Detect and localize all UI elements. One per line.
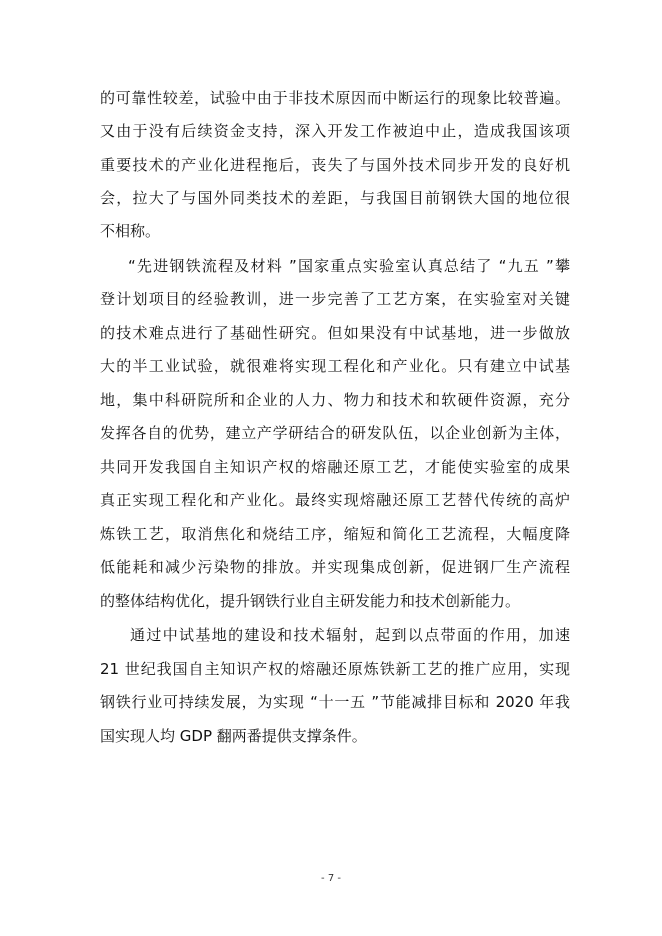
paragraph-2-line-5: 地，集中科研院所和企业的人力、物力和技术和软硬件资源，充分: [100, 391, 570, 409]
paragraph-1-line-2: 又由于没有后续资金支持，深入开发工作被迫中止，造成我国该项: [100, 122, 570, 140]
paragraph-3-line-4: 国实现人均 GDP 翻两番提供支撑条件。: [100, 727, 367, 745]
paragraph-2-line-4: 大的半工业试验，就很难将实现工程化和产业化。只有建立中试基: [100, 357, 570, 375]
paragraph-2-line-10: 低能耗和减少污染物的排放。并实现集成创新，促进钢厂生产流程: [100, 558, 570, 576]
paragraph-2-line-3: 的技术难点进行了基础性研究。但如果没有中试基地，进一步做放: [100, 324, 570, 342]
paragraph-1-line-5: 不相称。: [100, 222, 161, 240]
paragraph-2-line-6: 发挥各自的优势，建立产学研结合的研发队伍，以企业创新为主体，: [100, 424, 570, 442]
page-number: - 7 -: [321, 873, 341, 884]
paragraph-1-line-1: 的可靠性较差，试验中由于非技术原因而中断运行的现象比较普遍。: [100, 89, 570, 107]
paragraph-2-line-9: 炼铁工艺，取消焦化和烧结工序，缩短和简化工艺流程，大幅度降: [100, 525, 570, 543]
paragraph-2-line-8: 真正实现工程化和产业化。最终实现熔融还原工艺替代传统的高炉: [100, 491, 570, 509]
paragraph-2-line-1: “先进钢铁流程及材料 ”国家重点实验室认真总结了 “九五 ”攀: [128, 257, 570, 275]
paragraph-2-line-7: 共同开发我国自主知识产权的熔融还原工艺，才能使实验室的成果: [100, 458, 570, 476]
paragraph-3-line-2: 21 世纪我国自主知识产权的熔融还原炼铁新工艺的推广应用，实现: [100, 660, 570, 678]
paragraph-1-line-4: 会，拉大了与国外同类技术的差距，与我国目前钢铁大国的地位很: [100, 189, 570, 207]
paragraph-2-line-11: 的整体结构优化，提升钢铁行业自主研发能力和技术创新能力。: [100, 592, 521, 610]
paragraph-1-line-3: 重要技术的产业化进程拖后，丧失了与国外技术同步开发的良好机: [100, 156, 570, 174]
paragraph-2-line-2: 登计划项目的经验教训，进一步完善了工艺方案，在实验室对关键: [100, 290, 570, 308]
paragraph-3-line-3: 钢铁行业可持续发展，为实现 “十一五 ”节能减排目标和 2020 年我: [100, 693, 570, 711]
paragraph-3-line-1: 通过中试基地的建设和技术辐射，起到以点带面的作用，加速: [130, 626, 570, 644]
